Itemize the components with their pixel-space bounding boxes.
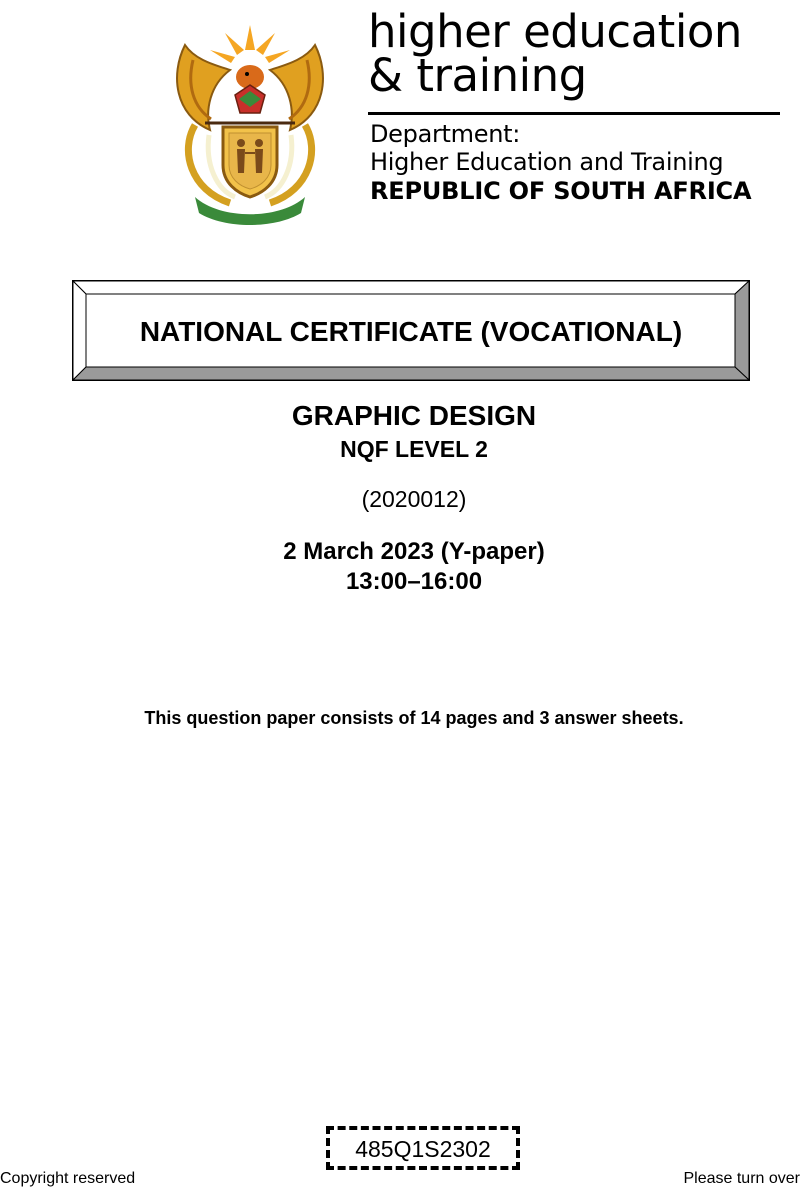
subject-title: GRAPHIC DESIGN	[291, 400, 537, 431]
department-name: Higher Education and Training	[370, 148, 724, 176]
subject-code: (2020012)	[361, 486, 467, 512]
department-label: Department:	[370, 120, 521, 148]
turn-over-notice: Please turn over	[683, 1170, 800, 1187]
country-name: REPUBLIC OF SOUTH AFRICA	[370, 177, 752, 205]
exam-date: 2 March 2023 (Y-paper)	[283, 538, 545, 565]
brand-title	[368, 5, 742, 102]
department-block	[370, 120, 751, 206]
brand-title-line1: higher education	[368, 5, 742, 58]
paper-info: This question paper consists of 14 pages and 3 answer sheets.	[144, 708, 684, 728]
brand-divider	[368, 112, 780, 115]
copyright-notice: Copyright reserved	[0, 1170, 136, 1187]
nqf-level: NQF LEVEL 2	[340, 436, 488, 462]
paper-code-box	[326, 1126, 520, 1170]
certificate-title: NATIONAL CERTIFICATE (VOCATIONAL)	[139, 316, 683, 347]
exam-time: 13:00–16:00	[345, 568, 483, 595]
brand-title-line2: & training	[368, 49, 587, 102]
paper-code: 485Q1S2302	[355, 1136, 491, 1162]
certificate-banner	[72, 280, 750, 381]
coat-of-arms-logo	[165, 15, 335, 230]
